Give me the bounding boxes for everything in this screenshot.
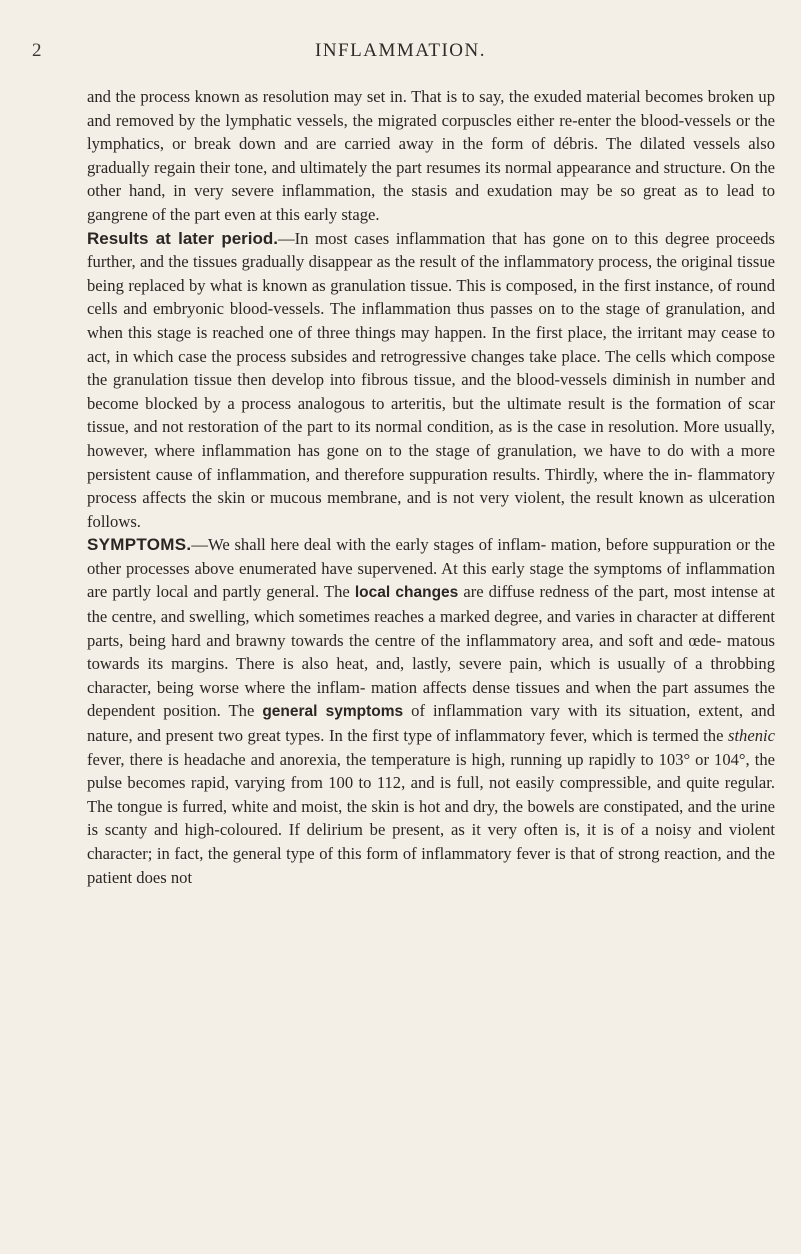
- page-number: 2: [32, 40, 42, 61]
- paragraph-symptoms: [87, 533, 775, 889]
- running-title: INFLAMMATION.: [315, 40, 486, 61]
- term-local-changes: local changes: [354, 584, 459, 602]
- heading-symptoms: SYMPTOMS.: [87, 535, 192, 555]
- symptoms-text-b: are diffuse redness of the part, most intense at the centre, and swelling, which sometimes reaches a marked degree, and varies in character at different parts, being hard and brawny towards the centre of the inflammatory area, and soft and œde- matous towards its margins. There is also heat, and, lastly, severe pain, which is usually of a throbbing character, being worse where the inflam- mation affects dense tissues and when the part assumes the dependent position. The: [87, 582, 775, 721]
- term-general-symptoms: general symptoms: [262, 703, 404, 721]
- symptoms-text-d: fever, there is headache and anorexia, the temperature is high, running up rapidly to 103° or 104°, the pulse becomes rapid, varying from 100 to 112, and is full, not easily compressible, and quite regular. The tongue is furred, white and moist, the skin is hot and dry, the bowels are constipated, and the urine is scanty and high-coloured. If delirium be present, as it very often is, it is of a noisy and violent character; in fact, the general type of this form of inflammatory fever is that of strong reaction, and the patient does not: [87, 749, 775, 887]
- heading-results-later-period: Results at later period.: [87, 228, 279, 248]
- symptoms-text-a: —We shall here deal with the early stages of inflam- mation, before suppuration or the other processes above enumerated have supervened. At this early stage the symptoms of inflammation are partly local and partly general. The: [87, 535, 775, 602]
- symptoms-text-c: of inflammation vary with its situation, extent, and nature, and present two great types. In the first type of inflammatory fever, which is termed the: [87, 701, 776, 746]
- paragraph-later-period-text: —In most cases inflammation that has gone on to this degree proceeds further, and the tissues gradually disappear as the result of the inflammatory process, the original tissue being replaced by what is known as granulation tissue. This is composed, in the first instance, of round cells and embryonic blood-vessels. The inflammation thus passes on to the stage of granulation, and when this stage is reached one of three things may happen. In the first place, the irritant may cease to act, in which case the process subsides and retrogressive changes take place. The cells which compose the granulation tissue then develop into fibrous tissue, and the blood-vessels diminish in number and become blocked by a process analogous to arteritis, but the ultimate result is the formation of scar tissue, and not restoration of the part to its normal condition, as is the case in resolution. More usually, however, where inflammation has gone on to the stage of granulation, we have to do with a more persistent cause of inflammation, and therefore suppuration results. Thirdly, where the in- flammatory process affects the skin or mucous membrane, and is not very violent, the result known as ulceration follows.: [87, 228, 776, 531]
- paragraph-resolution: and the process known as resolution may set in. That is to say, the exuded material becomes broken up and removed by the lymphatic vessels, the migrated corpuscles either re-enter the blood-vessels or the lymphatics, or break down and are carried away in the form of débris. The dilated vessels also gradually regain their tone, and ultimately the part resumes its normal appearance and structure. On the other hand, in very severe inflammation, the stasis and exudation may be so great as to lead to gangrene of the part even at this early stage.: [87, 87, 775, 224]
- body-text: [87, 85, 775, 889]
- paragraph-later-period: [87, 227, 775, 534]
- term-sthenic: sthenic: [727, 726, 775, 746]
